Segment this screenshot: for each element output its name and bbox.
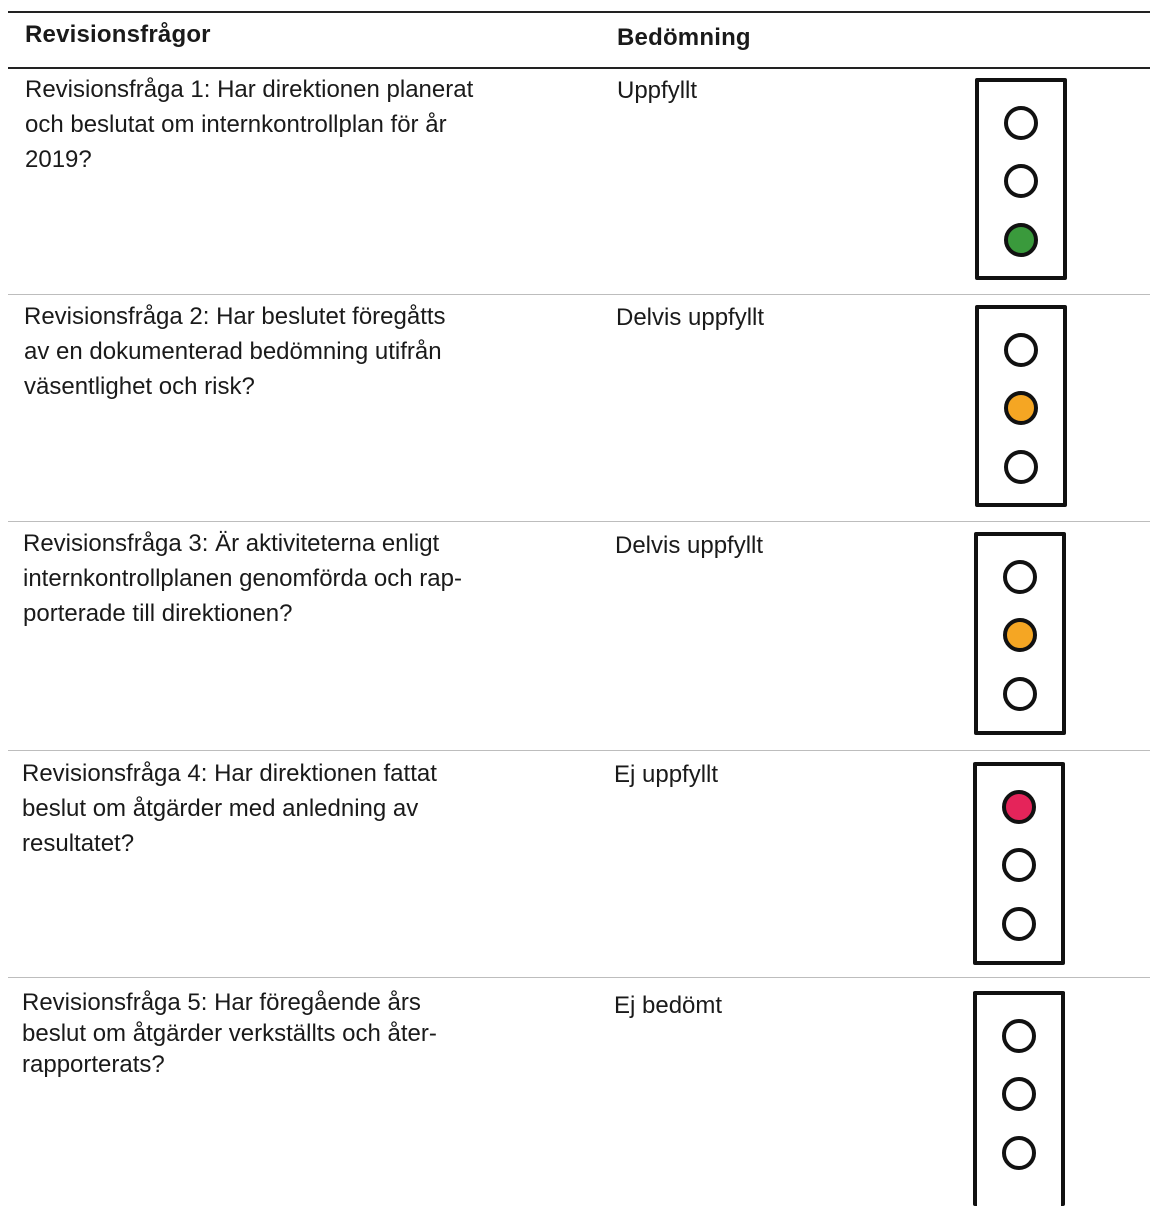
question-text: Revisionsfråga 2: Har beslutet föregåtts av en dokumenterad bedömning utifrån väsentlighet och risk? [24, 303, 446, 400]
traffic-light-lamp [1004, 164, 1038, 198]
traffic-light-lamp [1002, 1019, 1036, 1053]
traffic-light-icon [975, 305, 1067, 507]
traffic-light-lamp [1004, 391, 1038, 425]
row-divider [8, 521, 1150, 522]
question-text: Revisionsfråga 1: Har direktionen planerat och beslutat om internkontrollplan för år 2019? [25, 76, 474, 173]
traffic-light-lamp [1002, 907, 1036, 941]
traffic-light-lamp [1002, 790, 1036, 824]
assessment-text: Ej bedömt [614, 992, 723, 1019]
traffic-light-lamp [1003, 677, 1037, 711]
assessment-text: Ej uppfyllt [614, 761, 719, 788]
row-divider [8, 750, 1150, 751]
traffic-light-lamp [1004, 106, 1038, 140]
assessment-text: Uppfyllt [617, 77, 698, 104]
question-text: Revisionsfråga 4: Har direktionen fattat beslut om åtgärder med anledning av resultatet? [22, 760, 437, 857]
traffic-light-lamp [1002, 1077, 1036, 1111]
traffic-light-lamp [1003, 618, 1037, 652]
traffic-light-icon [975, 78, 1067, 280]
traffic-light-lamp [1004, 333, 1038, 367]
assessment-text: Delvis uppfyllt [616, 304, 765, 331]
assessment-column-header: Bedömning [617, 24, 751, 51]
traffic-light-lamp [1004, 223, 1038, 257]
traffic-light-icon [973, 762, 1065, 965]
traffic-light-icon [973, 991, 1065, 1206]
traffic-light-icon [974, 532, 1066, 735]
traffic-light-lamp [1002, 848, 1036, 882]
assessment-text: Delvis uppfyllt [615, 532, 764, 559]
row-divider [8, 977, 1150, 978]
question-text: Revisionsfråga 3: Är aktiviteterna enligt internkontrollplanen genomförda och rap- porterade till direktionen? [23, 530, 462, 627]
traffic-light-lamp [1004, 450, 1038, 484]
questions-column-header: Revisionsfrågor [25, 21, 211, 48]
row-divider [8, 294, 1150, 295]
table-header [0, 0, 1150, 68]
question-text: Revisionsfråga 5: Har föregående års beslut om åtgärder verkställts och åter- rapporterats? [22, 989, 437, 1078]
traffic-light-lamp [1002, 1136, 1036, 1170]
traffic-light-lamp [1003, 560, 1037, 594]
header-rule [8, 67, 1150, 69]
